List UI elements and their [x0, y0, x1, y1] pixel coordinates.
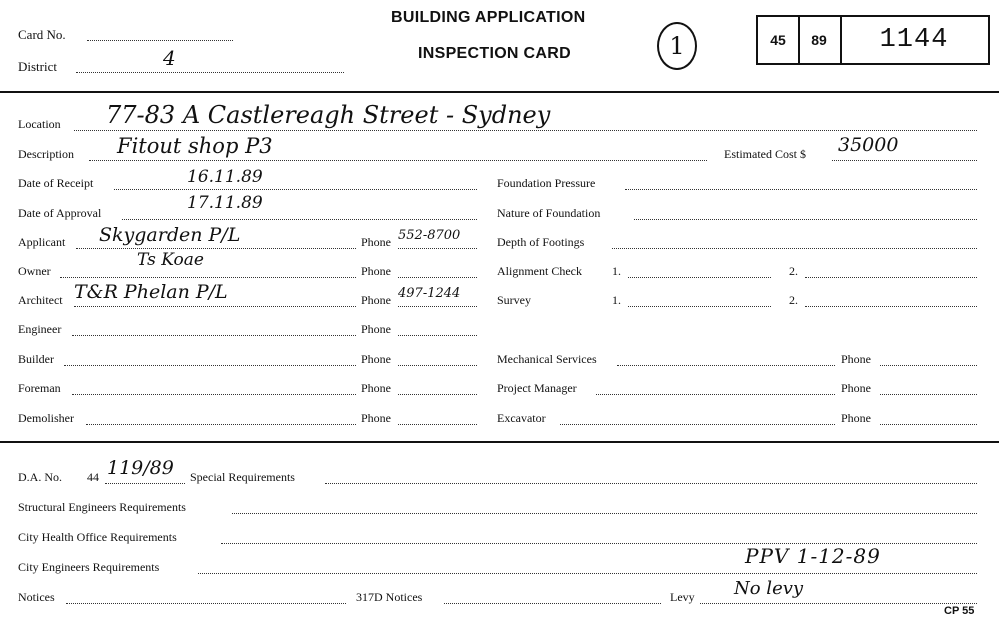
card-no-label: Card No.: [18, 27, 66, 42]
project-manager-field[interactable]: [596, 394, 835, 395]
applicant-label: Applicant: [18, 235, 66, 249]
notices-field[interactable]: [66, 603, 346, 604]
317d-notices-field[interactable]: [444, 603, 661, 604]
demolisher-label: Demolisher: [18, 411, 74, 425]
location-field[interactable]: [74, 130, 977, 131]
applicant-value: Skygarden P/L: [99, 224, 241, 246]
box-cell-year: [798, 17, 842, 63]
architect-value: T&R Phelan P/L: [74, 281, 228, 303]
survey-1-field[interactable]: [628, 306, 771, 307]
special-requirements-label: Special Requirements: [190, 470, 295, 484]
mechanical-services-phone-label: Phone: [841, 352, 871, 366]
location-value: 77-83 A Castlereagh Street - Sydney: [106, 101, 551, 129]
excavator-phone-field[interactable]: [880, 424, 977, 425]
owner-field[interactable]: [60, 277, 356, 278]
architect-phone-value: 497-1244: [398, 286, 461, 301]
engineer-phone-field[interactable]: [398, 335, 477, 336]
foundation-pressure-label: Foundation Pressure: [497, 176, 596, 190]
estimated-cost-field[interactable]: [832, 160, 977, 161]
project-manager-phone-label: Phone: [841, 381, 871, 395]
da-no-label: D.A. No.: [18, 470, 62, 484]
survey-2-field[interactable]: [805, 306, 977, 307]
excavator-field[interactable]: [560, 424, 835, 425]
builder-field[interactable]: [64, 365, 356, 366]
foundation-pressure-field[interactable]: [625, 189, 977, 190]
card-number-box: [756, 15, 990, 65]
date-of-receipt-label: Date of Receipt: [18, 176, 94, 190]
location-label: Location: [18, 117, 61, 131]
foreman-label: Foreman: [18, 381, 61, 395]
owner-value: Ts Koae: [137, 250, 204, 270]
project-manager-phone-field[interactable]: [880, 394, 977, 395]
survey-label: Survey: [497, 293, 531, 307]
architect-phone-field[interactable]: [398, 306, 477, 307]
depth-of-footings-field[interactable]: [612, 248, 977, 249]
alignment-check-2-field[interactable]: [805, 277, 977, 278]
demolisher-field[interactable]: [86, 424, 356, 425]
form-code: CP 55: [944, 605, 975, 617]
alignment-check-item-2-label: 2.: [789, 264, 798, 278]
da-no-field[interactable]: [105, 483, 185, 484]
city-engineers-requirements-value: PPV 1-12-89: [745, 544, 881, 568]
card-no-field[interactable]: [87, 40, 233, 41]
card-number: 1144: [879, 25, 949, 55]
survey-item-2-label: 2.: [789, 293, 798, 307]
title-line-2: INSPECTION CARD: [418, 45, 571, 62]
box-cell-year-prefix: [758, 17, 800, 63]
alignment-check-1-field[interactable]: [628, 277, 771, 278]
estimated-cost-label: Estimated Cost $: [724, 147, 806, 161]
foreman-phone-label: Phone: [361, 381, 391, 395]
mechanical-services-label: Mechanical Services: [497, 352, 597, 366]
date-of-receipt-value: 16.11.89: [187, 167, 263, 187]
description-field[interactable]: [89, 160, 707, 161]
levy-label: Levy: [670, 590, 695, 604]
317d-notices-label: 317D Notices: [356, 590, 423, 604]
structural-requirements-label: Structural Engineers Requirements: [18, 500, 186, 514]
health-requirements-label: City Health Office Requirements: [18, 530, 177, 544]
date-of-approval-label: Date of Approval: [18, 206, 102, 220]
owner-label: Owner: [18, 264, 51, 278]
owner-phone-label: Phone: [361, 264, 391, 278]
special-requirements-field[interactable]: [325, 483, 977, 484]
applicant-phone-label: Phone: [361, 235, 391, 249]
district-value: 4: [163, 46, 176, 70]
district-label: District: [18, 59, 57, 74]
box-left-value: 45: [770, 32, 786, 48]
box-middle-value: 89: [811, 32, 827, 48]
levy-value: No levy: [734, 578, 804, 599]
title-line-1: BUILDING APPLICATION: [391, 9, 586, 26]
da-no-value: 119/89: [107, 457, 174, 479]
alignment-check-item-1-label: 1.: [612, 264, 621, 278]
estimated-cost-value: 35000: [838, 134, 899, 156]
foreman-phone-field[interactable]: [398, 394, 477, 395]
owner-phone-field[interactable]: [398, 277, 477, 278]
notices-label: Notices: [18, 590, 55, 604]
architect-label: Architect: [18, 293, 63, 307]
structural-requirements-field[interactable]: [232, 513, 977, 514]
builder-phone-label: Phone: [361, 352, 391, 366]
architect-phone-label: Phone: [361, 293, 391, 307]
date-of-receipt-field[interactable]: [114, 189, 477, 190]
mechanical-services-field[interactable]: [617, 365, 835, 366]
description-label: Description: [18, 147, 74, 161]
survey-item-1-label: 1.: [612, 293, 621, 307]
demolisher-phone-label: Phone: [361, 411, 391, 425]
date-of-approval-value: 17.11.89: [187, 193, 263, 213]
divider-bottom: [0, 441, 999, 443]
city-engineers-requirements-label: City Engineers Requirements: [18, 560, 160, 574]
builder-label: Builder: [18, 352, 54, 366]
foreman-field[interactable]: [72, 394, 356, 395]
project-manager-label: Project Manager: [497, 381, 577, 395]
levy-field[interactable]: [700, 603, 977, 604]
engineer-field[interactable]: [72, 335, 356, 336]
alignment-check-label: Alignment Check: [497, 264, 582, 278]
builder-phone-field[interactable]: [398, 365, 477, 366]
applicant-phone-field[interactable]: [398, 248, 477, 249]
divider-top: [0, 91, 999, 93]
circled-number-stamp: [657, 22, 697, 70]
date-of-approval-field[interactable]: [122, 219, 477, 220]
applicant-field[interactable]: [76, 248, 356, 249]
city-engineers-requirements-field[interactable]: [198, 573, 977, 574]
mechanical-services-phone-field[interactable]: [880, 365, 977, 366]
engineer-label: Engineer: [18, 322, 62, 336]
excavator-phone-label: Phone: [841, 411, 871, 425]
engineer-phone-label: Phone: [361, 322, 391, 336]
description-value: Fitout shop P3: [117, 134, 273, 158]
nature-of-foundation-label: Nature of Foundation: [497, 206, 601, 220]
architect-field[interactable]: [74, 306, 356, 307]
circled-number: 1: [669, 32, 685, 60]
district-field[interactable]: [76, 72, 344, 73]
box-cell-card-number: [840, 17, 988, 63]
excavator-label: Excavator: [497, 411, 546, 425]
nature-of-foundation-field[interactable]: [634, 219, 977, 220]
da-no-prefix: 44: [87, 470, 99, 484]
depth-of-footings-label: Depth of Footings: [497, 235, 585, 249]
demolisher-phone-field[interactable]: [398, 424, 477, 425]
applicant-phone-value: 552-8700: [398, 228, 461, 243]
